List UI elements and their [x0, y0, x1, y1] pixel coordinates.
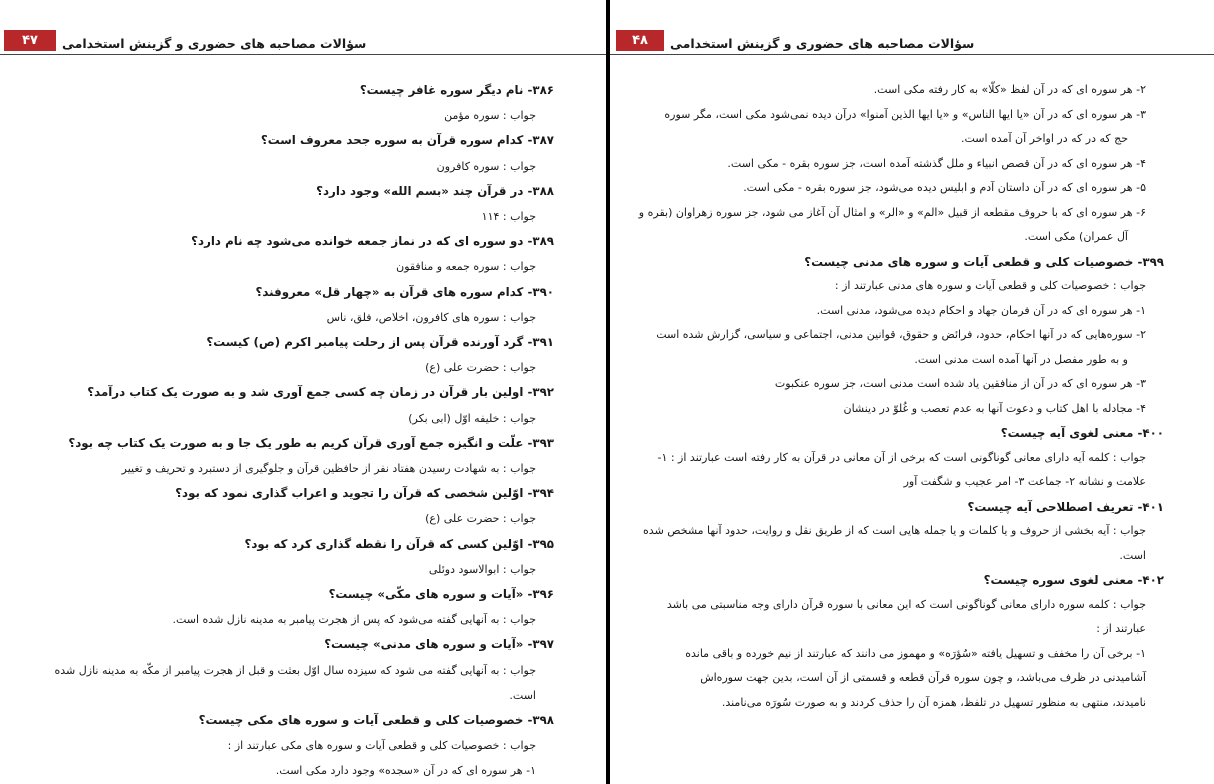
body-line: جواب : خصوصیات کلی و قطعی آیات و سوره های مدنی عبارتند از : [834, 279, 1146, 292]
body-line: حج که در که در اواخر آن آمده است. [960, 132, 1128, 145]
question: ۴۰۰- معنی لغوی آیه چیست؟ [1000, 426, 1164, 440]
question: ۳۹۴- اوّلین شخصی که قرآن را تجوید و اعراب گذاری نمود که بود؟ [175, 486, 554, 501]
answer-continued: است. [509, 688, 536, 702]
answer: جواب : سوره کافرون [436, 159, 536, 173]
answer: جواب : سوره های کافرون، اخلاص، فلق، ناس [326, 310, 536, 324]
question: ۳۹۱- گرد آورنده قرآن پس از رحلت پیامبر اکرم (ص) کیست؟ [206, 335, 554, 350]
answer: جواب : سوره مؤمن [444, 109, 536, 123]
page-header [610, 30, 1214, 55]
answer: جواب : حضرت علی (ع) [425, 361, 536, 375]
question: ۳۹۹- خصوصیات کلی و قطعی آیات و سوره های مدنی چیست؟ [804, 254, 1164, 269]
question: ۳۹۸- خصوصیات کلی و قطعی آیات و سوره های مکی چیست؟ [198, 713, 554, 728]
body-line: ۵- هر سوره ای که در آن داستان آدم و ابلیس دیده می‌شود، جز سوره بقره - مکی است. [743, 181, 1146, 194]
body-line: آشامیدنی در ظرف می‌باشد، و چون سوره قرآن قطعه و قسمتی از آن است، بدین جهت سوره‌اش [700, 671, 1146, 684]
question: ۳۹۵- اوّلین کسی که قرآن را نقطه گذاری کرد که بود؟ [244, 536, 554, 551]
page-content [638, 78, 1164, 715]
page-number-badge: ۴۷ [4, 30, 56, 51]
answer: جواب : ابوالاسود دوئلی [428, 562, 536, 576]
body-line: ۴- هر سوره ای که در آن قصص انبیاء و ملل گذشته آمده است، جز سوره بقره - مکی است. [727, 156, 1146, 170]
body-line: ۴- مجادله با اهل کتاب و دعوت آنها به عدم تعصب و غُلوّ در دینشان [843, 401, 1146, 415]
answer: جواب : حضرت علی (ع) [425, 512, 536, 526]
answer: جواب : به آنهایی گفته می شود که سیزده سال اوّل بعثت و قبل از هجرت پیامبر از مکّه به مدینه نازل شده [54, 663, 536, 677]
right-page [610, 0, 1214, 784]
question: ۳۹۷- «آیات و سوره های مدنی» چیست؟ [324, 637, 554, 652]
answer: جواب : خصوصیات کلی و قطعی آیات و سوره های مکی عبارتند از : [227, 739, 536, 753]
question: ۳۸۸- در قرآن چند «بسم الله» وجود دارد؟ [316, 183, 554, 198]
question: ۳۹۳- علّت و انگیزه جمع آوری قرآن کریم به طور یک جا و به صورت یک کتاب چه بود؟ [68, 435, 554, 450]
body-line: جواب : آیه بخشی از حروف و یا کلمات و یا جمله هایی است که از طریق نقل و روایت، حدود آنها مشخص شده [643, 524, 1146, 537]
body-line: ۳- هر سوره ای که در آن «یا ایها الناس» و «یا ایها الذین آمنوا» درآن دیده نمی‌شود مکی است، مگر سوره [664, 107, 1146, 121]
answer-item: ۱- هر سوره ای که در آن «سجده» وجود دارد مکی است. [275, 764, 536, 778]
body-line: آل عمران) مکی است. [1024, 230, 1128, 243]
question: ۳۸۶- نام دیگر سوره غافر چیست؟ [359, 83, 554, 97]
body-line: ۳- هر سوره ای که در آن از منافقین یاد شده است مدنی است، جز سوره عنکبوت [774, 377, 1146, 390]
answer: جواب : سوره جمعه و منافقون [396, 260, 536, 274]
answer: جواب : به آنهایی گفته می‌شود که پس از هجرت پیامبر به مدینه نازل شده است. [172, 613, 536, 627]
body-line: جواب : کلمه آیه دارای معانی گوناگونی است که برخی از آن معانی در قرآن به کار رفته است عبارتند از : ۱- [657, 450, 1146, 464]
page-content [54, 78, 554, 784]
question: ۴۰۲- معنی لغوی سوره چیست؟ [983, 573, 1164, 587]
answer: جواب : ۱۱۴ [481, 210, 536, 224]
body-line: ۱- برخی آن را مخفف و تسهیل یافته «سُؤرَه» و مهموز می دانند که عبارتند از نیم خورده و باقی مانده [685, 646, 1146, 660]
question: ۴۰۱- تعریف اصطلاحی آیه چیست؟ [967, 499, 1164, 514]
question: ۳۹۰- کدام سوره های قرآن به «چهار قل» معروفند؟ [255, 284, 554, 299]
body-line: جواب : کلمه سوره دارای معانی گوناگونی است که این معانی با سوره قرآن دارای وجه مناسبتی می باشد [666, 597, 1146, 611]
body-line: ۲- هر سوره ای که در آن لفظ «کلّا» به کار رفته مکی است. [873, 83, 1146, 96]
header-title: سؤالات مصاحبه های حضوری و گزینش استخدامی [670, 36, 975, 51]
body-line: و به طور مفصل در آنها آمده است مدنی است. [914, 352, 1128, 366]
page-number-badge: ۴۸ [616, 30, 664, 51]
body-line: ۱- هر سوره ای که در آن فرمان جهاد و احکام دیده می‌شود، مدنی است. [816, 303, 1146, 317]
body-line: ۶- هر سوره ای که با حروف مقطعه از قبیل «الم» و «الر» و امثال آن آغاز می شود، جز سوره زهراوان (بقره و [638, 205, 1146, 219]
body-line: عبارتند از : [1096, 622, 1146, 635]
question: ۳۹۶- «آیات و سوره های مکّی» چیست؟ [328, 587, 554, 602]
header-title: سؤالات مصاحبه های حضوری و گزینش استخدامی [62, 36, 367, 51]
answer: جواب : خلیفه اوّل (ابی بکر) [408, 411, 536, 425]
question: ۳۸۷- کدام سوره قرآن به سوره جحد معروف است؟ [260, 133, 554, 148]
left-page [0, 0, 606, 784]
page-header [0, 30, 606, 55]
body-line: نامیدند، منتهی به منظور تسهیل در تلفظ، همزه آن را حذف کردند و به صورت سُورَه می‌نامند. [721, 695, 1146, 709]
body-line: ۲- سوره‌هایی که در آنها احکام، حدود، فرائض و حقوق، قوانین مدنی، اجتماعی و سیاسی، گزارش شده است [656, 328, 1146, 341]
question: ۳۸۹- دو سوره ای که در نماز جمعه خوانده می‌شود چه نام دارد؟ [191, 234, 554, 249]
body-line: است. [1119, 548, 1146, 562]
question: ۳۹۲- اولین بار قرآن در زمان چه کسی جمع آوری شد و به صورت یک کتاب درآمد؟ [87, 385, 554, 400]
body-line: علامت و نشانه ۲- جماعت ۳- امر عجیب و شگفت آور [903, 475, 1146, 488]
answer: جواب : به شهادت رسیدن هفتاد نفر از حافظین قرآن و جلوگیری از دستبرد و تحریف و تغییر [121, 462, 536, 476]
